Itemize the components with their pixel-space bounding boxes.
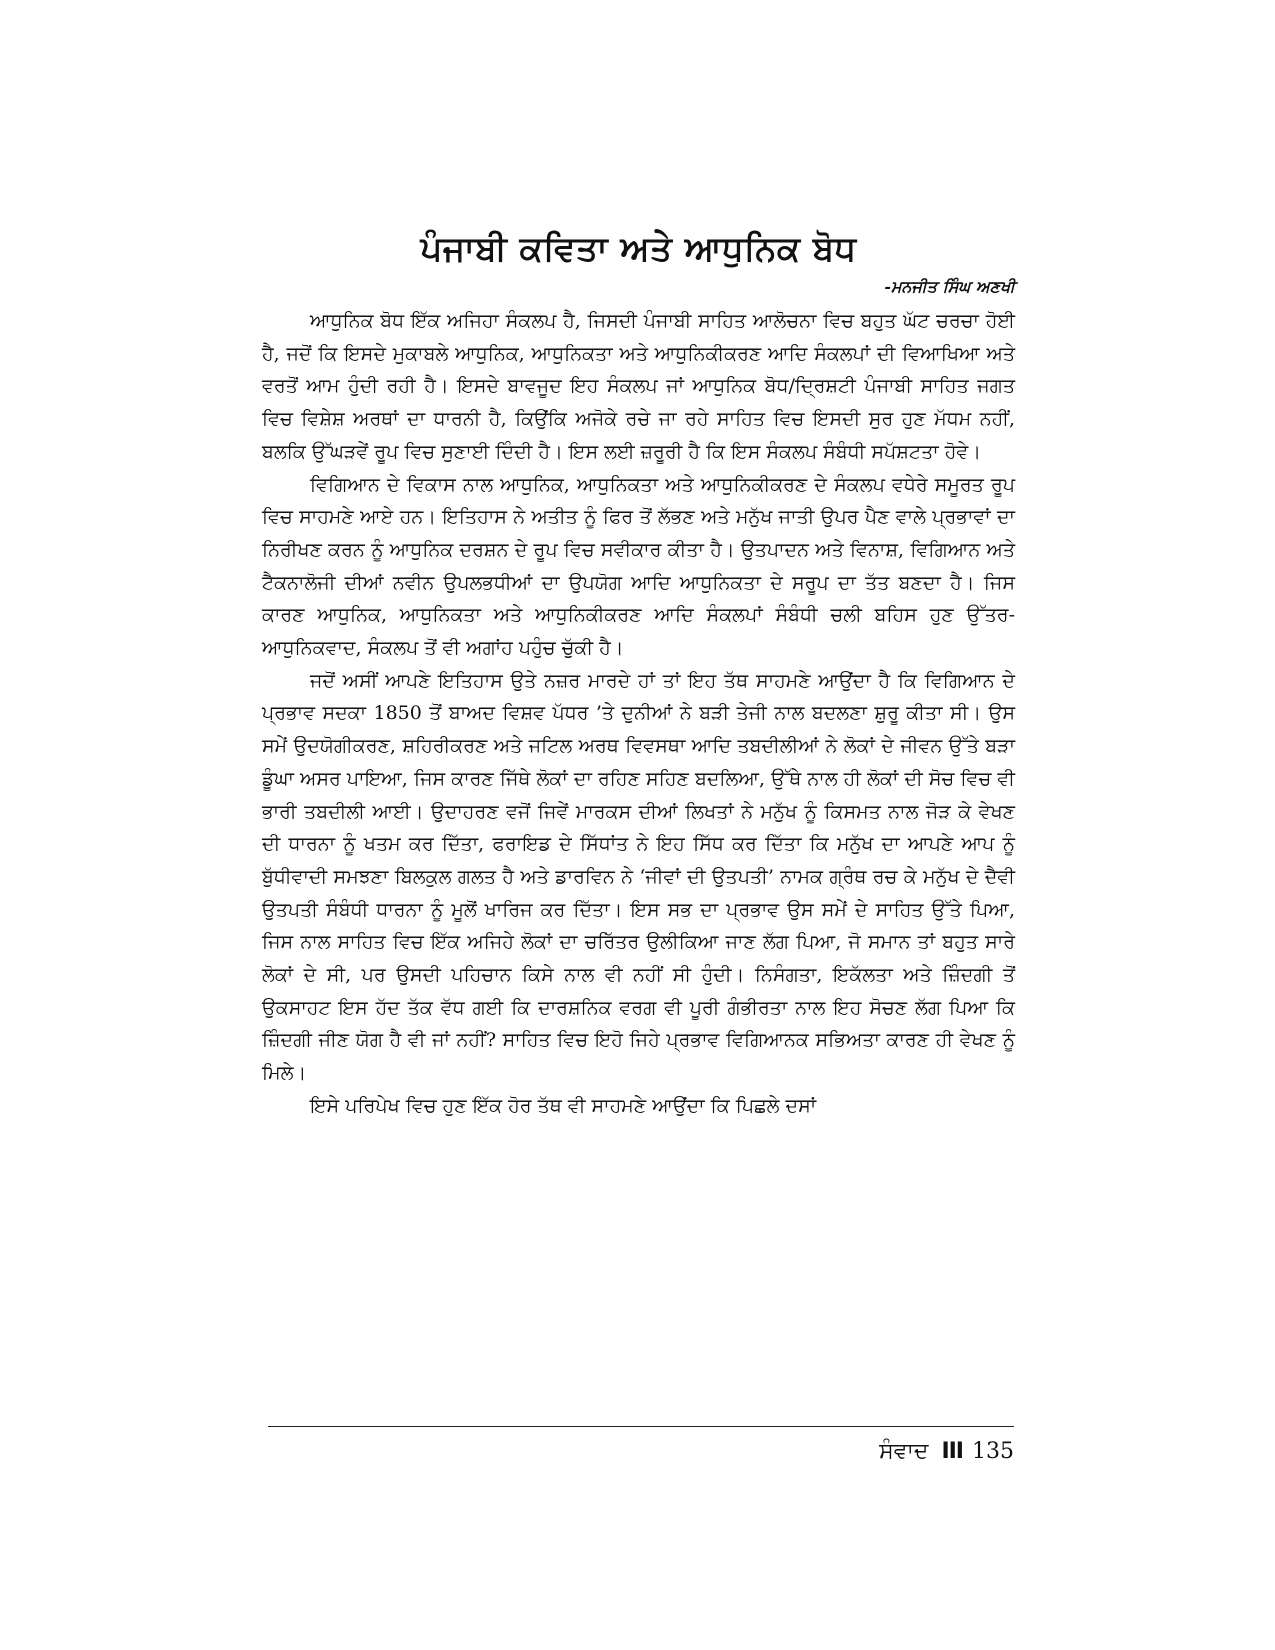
paragraph-4: ਇਸੇ ਪਰਿਪੇਖ ਵਿਚ ਹੁਣ ਇੱਕ ਹੋਰ ਤੱਥ ਵੀ ਸਾਹਮਣੇ ਆਉਂਦਾ ਕਿ ਪਿਛਲੇ ਦਸਾਂ	[310, 1094, 817, 1117]
paragraph-3: ਜਦੋਂ ਅਸੀਂ ਆਪਣੇ ਇਤਿਹਾਸ ਉਤੇ ਨਜ਼ਰ ਮਾਰਦੇ ਹਾਂ ਤਾਂ ਇਹ ਤੱਥ ਸਾਹਮਣੇ ਆਉਂਦਾ ਹੈ ਕਿ ਵਿਗਿਆਨ ਦੇ ਪ੍ਰਭਾਵ ਸਦਕਾ 1850 ਤੋਂ ਬਾਅਦ ਵਿਸ਼ਵ ਪੱਧਰ ’ਤੇ ਦੁਨੀਆਂ ਨੇ ਬੜੀ ਤੇਜੀ ਨਾਲ ਬਦਲਣਾ ਸ਼ੁਰੂ ਕੀਤਾ ਸੀ। ਉਸ ਸਮੇਂ ਉਦਯੋਗੀਕਰਣ, ਸ਼ਹਿਰੀਕਰਣ ਅਤੇ ਜਟਿਲ ਅਰਥ ਵਿਵਸਥਾ ਆਦਿ ਤਬਦੀਲੀਆਂ ਨੇ ਲੋਕਾਂ ਦੇ ਜੀਵਨ ਉੱਤੇ ਬੜਾ ਡੂੰਘਾ ਅਸਰ ਪਾਇਆ, ਜਿਸ ਕਾਰਣ ਜਿੱਥੇ ਲੋਕਾਂ ਦਾ ਰਹਿਣ ਸਹਿਣ ਬਦਲਿਆ, ਉੱਥੇ ਨਾਲ ਹੀ ਲੋਕਾਂ ਦੀ ਸੋਚ ਵਿਚ ਵੀ ਭਾਰੀ ਤਬਦੀਲੀ ਆਈ। ਉਦਾਹਰਣ ਵਜੋਂ ਜਿਵੇਂ ਮਾਰਕਸ ਦੀਆਂ ਲਿਖਤਾਂ ਨੇ ਮਨੁੱਖ ਨੂੰ ਕਿਸਮਤ ਨਾਲ ਜੋੜ ਕੇ ਵੇਖਣ ਦੀ ਧਾਰਨਾ ਨੂੰ ਖਤਮ ਕਰ ਦਿੱਤਾ, ਫਰਾਇਡ ਦੇ ਸਿੱਧਾਂਤ ਨੇ ਇਹ ਸਿੱਧ ਕਰ ਦਿੱਤਾ ਕਿ ਮਨੁੱਖ ਦਾ ਆਪਣੇ ਆਪ ਨੂੰ ਬੁੱਧੀਵਾਦੀ ਸਮਝਣਾ ਬਿਲਕੁਲ ਗਲਤ ਹੈ ਅਤੇ ਡਾਰਵਿਨ ਨੇ ‘ਜੀਵਾਂ ਦੀ ਉਤਪਤੀ’ ਨਾਮਕ ਗ੍ਰੰਥ ਰਚ ਕੇ ਮਨੁੱਖ ਦੇ ਦੈਵੀ ਉਤਪਤੀ ਸੰਬੰਧੀ ਧਾਰਨਾ ਨੂੰ ਮੂਲੋਂ ਖਾਰਿਜ ਕਰ ਦਿੱਤਾ। ਇਸ ਸਭ ਦਾ ਪ੍ਰਭਾਵ ਉਸ ਸਮੇਂ ਦੇ ਸਾਹਿਤ ਉੱਤੇ ਪਿਆ, ਜਿਸ ਨਾਲ ਸਾਹਿਤ ਵਿਚ ਇੱਕ ਅਜਿਹੇ ਲੋਕਾਂ ਦਾ ਚਰਿੱਤਰ ਉਲੀਕਿਆ ਜਾਣ ਲੱਗ ਪਿਆ, ਜੋ ਸਮਾਨ ਤਾਂ ਬਹੁਤ ਸਾਰੇ ਲੋਕਾਂ ਦੇ ਸੀ, ਪਰ ਉਸਦੀ ਪਹਿਚਾਨ ਕਿਸੇ ਨਾਲ ਵੀ ਨਹੀਂ ਸੀ ਹੁੰਦੀ। ਨਿਸੰਗਤਾ, ਇਕੱਲਤਾ ਅਤੇ ਜ਼ਿੰਦਗੀ ਤੋਂ ਉਕਸਾਹਟ ਇਸ ਹੱਦ ਤੱਕ ਵੱਧ ਗਈ ਕਿ ਦਾਰਸ਼ਨਿਕ ਵਰਗ ਵੀ ਪੂਰੀ ਗੰਭੀਰਤਾ ਨਾਲ ਇਹ ਸੋਚਣ ਲੱਗ ਪਿਆ ਕਿ ਜ਼ਿੰਦਗੀ ਜੀਣ ਯੋਗ ਹੈ ਵੀ ਜਾਂ ਨਹੀਂ? ਸਾਹਿਤ ਵਿਚ ਇਹੋ ਜਿਹੇ ਪ੍ਰਭਾਵ ਵਿਗਿਆਨਕ ਸਭਿਅਤਾ ਕਾਰਣ ਹੀ ਵੇਖਣ ਨੂੰ ਮਿਲੇ।	[262, 669, 1016, 1085]
paragraph-1: ਆਧੁਨਿਕ ਬੋਧ ਇੱਕ ਅਜਿਹਾ ਸੰਕਲਪ ਹੈ, ਜਿਸਦੀ ਪੰਜਾਬੀ ਸਾਹਿਤ ਆਲੋਚਨਾ ਵਿਚ ਬਹੁਤ ਘੱਟ ਚਰਚਾ ਹੋਈ ਹੈ, ਜਦੋਂ ਕਿ ਇਸਦੇ ਮੁਕਾਬਲੇ ਆਧੁਨਿਕ, ਆਧੁਨਿਕਤਾ ਅਤੇ ਆਧੁਨਿਕੀਕਰਣ ਆਦਿ ਸੰਕਲਪਾਂ ਦੀ ਵਿਆਖਿਆ ਅਤੇ ਵਰਤੋਂ ਆਮ ਹੁੰਦੀ ਰਹੀ ਹੈ। ਇਸਦੇ ਬਾਵਜੂਦ ਇਹ ਸੰਕਲਪ ਜਾਂ ਆਧੁਨਿਕ ਬੋਧ/ਦ੍ਰਿਸ਼ਟੀ ਪੰਜਾਬੀ ਸਾਹਿਤ ਜਗਤ ਵਿਚ ਵਿਸ਼ੇਸ਼ ਅਰਥਾਂ ਦਾ ਧਾਰਨੀ ਹੈ, ਕਿਉਂਕਿ ਅਜੋਕੇ ਰਚੇ ਜਾ ਰਹੇ ਸਾਹਿਤ ਵਿਚ ਇਸਦੀ ਸੁਰ ਹੁਣ ਮੱਧਮ ਨਹੀਂ, ਬਲਕਿ ਉੱਘੜਵੇਂ ਰੂਪ ਵਿਚ ਸੁਣਾਈ ਦਿੰਦੀ ਹੈ। ਇਸ ਲਈ ਜ਼ਰੂਰੀ ਹੈ ਕਿ ਇਸ ਸੰਕਲਪ ਸੰਬੰਧੀ ਸਪੱਸ਼ਟਤਾ ਹੋਵੇ।	[262, 310, 1015, 463]
page-footer	[268, 1436, 1014, 1468]
article	[262, 225, 1015, 1123]
footer-separator: III	[941, 1439, 963, 1464]
page-number: 135	[972, 1439, 1014, 1464]
article-body	[262, 305, 1015, 1123]
journal-name: ਸੰਵਾਦ	[879, 1439, 929, 1464]
article-title: ਪੰਜਾਬੀ ਕਵਿਤਾ ਅਤੇ ਆਧੁਨਿਕ ਬੋਧ	[420, 229, 857, 269]
paragraph-2: ਵਿਗਿਆਨ ਦੇ ਵਿਕਾਸ ਨਾਲ ਆਧੁਨਿਕ, ਆਧੁਨਿਕਤਾ ਅਤੇ ਆਧੁਨਿਕੀਕਰਣ ਦੇ ਸੰਕਲਪ ਵਧੇਰੇ ਸਮੂਰਤ ਰੂਪ ਵਿਚ ਸਾਹਮਣੇ ਆਏ ਹਨ। ਇਤਿਹਾਸ ਨੇ ਅਤੀਤ ਨੂੰ ਫਿਰ ਤੋਂ ਲੱਭਣ ਅਤੇ ਮਨੁੱਖ ਜਾਤੀ ਉਪਰ ਪੈਣ ਵਾਲੇ ਪ੍ਰਭਾਵਾਂ ਦਾ ਨਿਰੀਖਣ ਕਰਨ ਨੂੰ ਆਧੁਨਿਕ ਦਰਸ਼ਨ ਦੇ ਰੂਪ ਵਿਚ ਸਵੀਕਾਰ ਕੀਤਾ ਹੈ। ਉਤਪਾਦਨ ਅਤੇ ਵਿਨਾਸ਼, ਵਿਗਿਆਨ ਅਤੇ ਟੈਕਨਾਲੋਜੀ ਦੀਆਂ ਨਵੀਨ ਉਪਲਭਧੀਆਂ ਦਾ ਉਪਯੋਗ ਆਦਿ ਆਧੁਨਿਕਤਾ ਦੇ ਸਰੂਪ ਦਾ ਤੱਤ ਬਣਦਾ ਹੈ। ਜਿਸ ਕਾਰਣ ਆਧੁਨਿਕ, ਆਧੁਨਿਕਤਾ ਅਤੇ ਆਧੁਨਿਕੀਕਰਣ ਆਦਿ ਸੰਕਲਪਾਂ ਸੰਬੰਧੀ ਚਲੀ ਬਹਿਸ ਹੁਣ ਉੱਤਰ-ਆਧੁਨਿਕਵਾਦ, ਸੰਕਲਪ ਤੋਂ ਵੀ ਅਗਾਂਹ ਪਹੁੰਚ ਚੁੱਕੀ ਹੈ।	[262, 473, 1015, 660]
article-author: -ਮਨਜੀਤ ਸਿੰਘ ਅਣਖੀ	[884, 277, 1015, 296]
footer-divider	[268, 1426, 1014, 1427]
